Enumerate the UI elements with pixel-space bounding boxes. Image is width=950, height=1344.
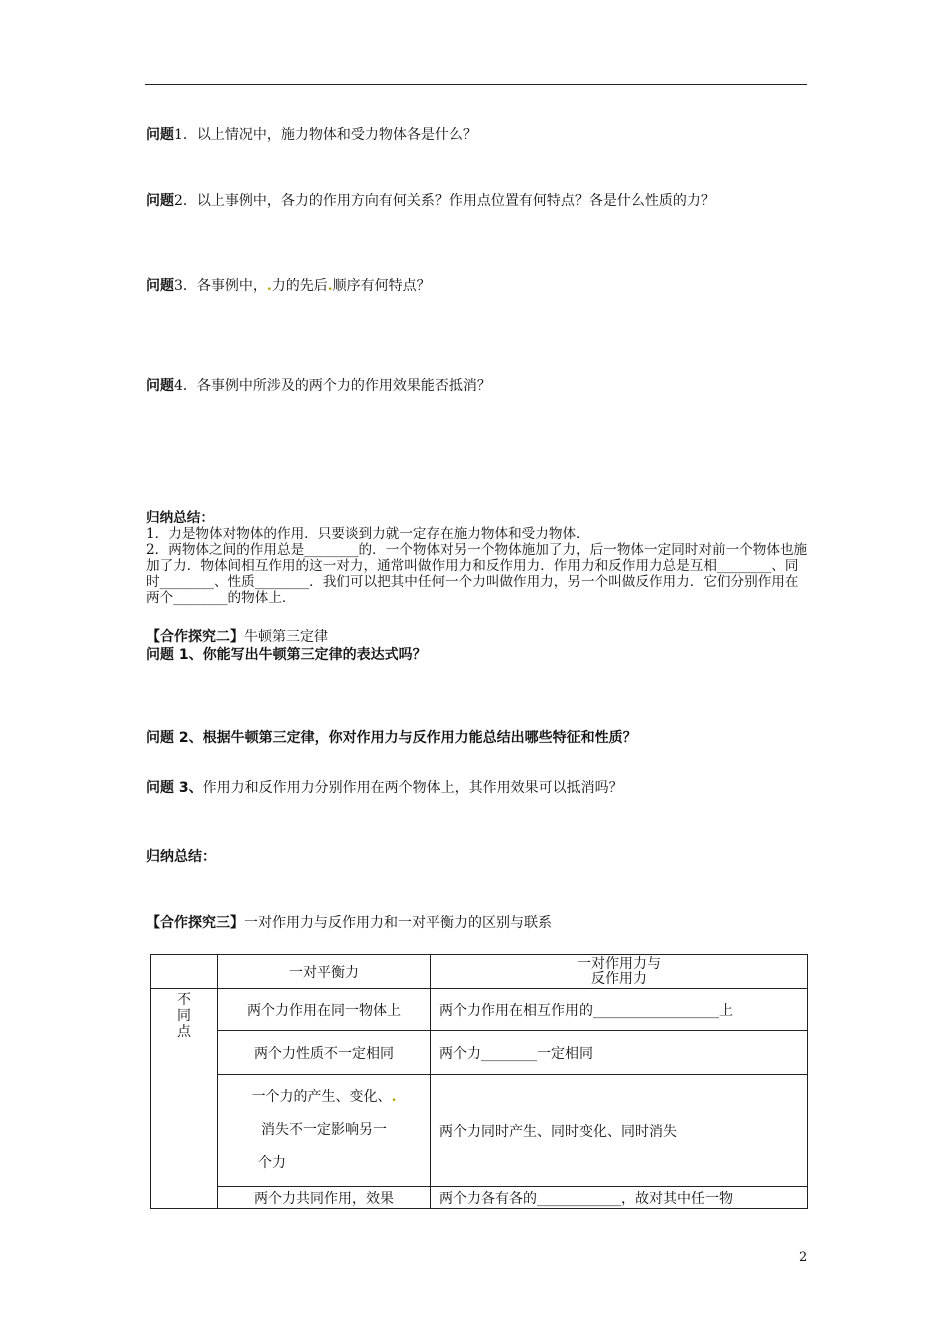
question-text-a: ．各事例中， (182, 278, 267, 294)
row-action: 两个力同时产生、同时变化、同时消失 (431, 1075, 808, 1187)
row-balance-line-2: 消失不一定影响另一 (261, 1122, 387, 1138)
question-1 (146, 124, 477, 144)
question-text: 作用力和反作用力分别作用在两个物体上，其作用效果可以抵消吗？ (202, 780, 623, 796)
table-row (151, 989, 808, 1031)
summary-line-2: 2．两物体之间的作用总是________的．一个物体对另一个物体施加了力，后一物体一定同时对前一个物体也施加了力．物体间相互作用的这一对力，通常叫做作用力和反作用力．作用力和反作用力总是互相________、同时________、性质________．我们可以把其中任何一个力叫做作用力，另一个叫做反作用力．它们分别作用在两个________的物体上． (146, 542, 808, 606)
page-number: 2 (799, 1250, 808, 1265)
table-header-row (151, 955, 808, 989)
question-2 (146, 190, 715, 210)
row-balance-line-1-text: 一个力的产生、变化、 (251, 1089, 392, 1105)
row-balance: 两个力性质不一定相同 (218, 1031, 431, 1075)
question-text-c: 顺序有何特点？ (332, 278, 431, 294)
table-row (151, 1031, 808, 1075)
summary-title: 归纳总结： (146, 510, 214, 526)
row-action: 两个力________一定相同 (431, 1031, 808, 1075)
header-rule (145, 84, 807, 85)
mark-dot: . (391, 1089, 397, 1105)
row-action: 两个力各有各的____________，故对其中任一物 (431, 1187, 808, 1209)
row-balance (218, 1075, 431, 1187)
question-text: ．以上事例中，各力的作用方向有何关系？作用点位置有何特点？各是什么性质的力？ (182, 193, 715, 209)
question-3 (146, 275, 431, 295)
table-row (151, 1187, 808, 1209)
row-balance-line-1 (218, 1081, 430, 1114)
question-number: 4 (174, 378, 183, 394)
section-title: 一对作用力与反作用力和一对平衡力的区别与联系 (244, 915, 552, 931)
section-heading: 【合作探究三】 (146, 915, 244, 931)
section-2-question-1: 问题 1、你能写出牛顿第三定律的表达式吗？ (146, 647, 427, 663)
question-label: 问题 (146, 378, 174, 394)
mark-dot: . (266, 278, 272, 294)
summary-block (146, 510, 808, 606)
header-action-line-2: 反作用力 (591, 970, 647, 987)
summary-line-1: 1．力是物体对物体的作用．只要谈到力就一定存在施力物体和受力物体． (146, 526, 590, 542)
question-label: 问题 3、 (146, 780, 203, 796)
row-balance: 两个力作用在同一物体上 (218, 989, 431, 1031)
section-title: 牛顿第三定律 (244, 629, 328, 645)
row-balance: 两个力共同作用，效果 (218, 1187, 431, 1209)
question-label: 问题 (146, 127, 174, 143)
question-label: 问题 (146, 193, 174, 209)
comparison-table (150, 954, 808, 1209)
section-3-heading (146, 912, 552, 932)
question-text: ．以上情况中，施力物体和受力物体各是什么？ (182, 127, 477, 143)
question-number: 2 (174, 193, 183, 209)
header-action-line-1: 一对作用力与 (577, 955, 661, 972)
section-2-heading (146, 626, 328, 646)
question-text-b: 力的先后 (271, 278, 328, 294)
mark-dot: . (327, 278, 333, 294)
section-2-question-3 (146, 777, 623, 797)
section-2-summary: 归纳总结： (146, 849, 216, 865)
table-row (151, 1075, 808, 1187)
row-balance-line-3: 个力 (258, 1155, 286, 1171)
table-corner-cell (151, 955, 218, 989)
header-action (431, 955, 808, 989)
row-action: 两个力作用在相互作用的__________________上 (431, 989, 808, 1031)
question-number: 3 (174, 278, 183, 294)
question-label: 问题 (146, 278, 174, 294)
question-4 (146, 375, 491, 395)
question-text: ．各事例中所涉及的两个力的作用效果能否抵消？ (182, 378, 491, 394)
question-number: 1 (174, 127, 183, 143)
header-balance: 一对平衡力 (218, 955, 431, 989)
section-2-question-2: 问题 2、根据牛顿第三定律，你对作用力与反作用力能总结出哪些特征和性质？ (146, 730, 637, 746)
diff-label: 不 同 点 (151, 989, 218, 1209)
section-heading: 【合作探究二】 (146, 629, 244, 645)
